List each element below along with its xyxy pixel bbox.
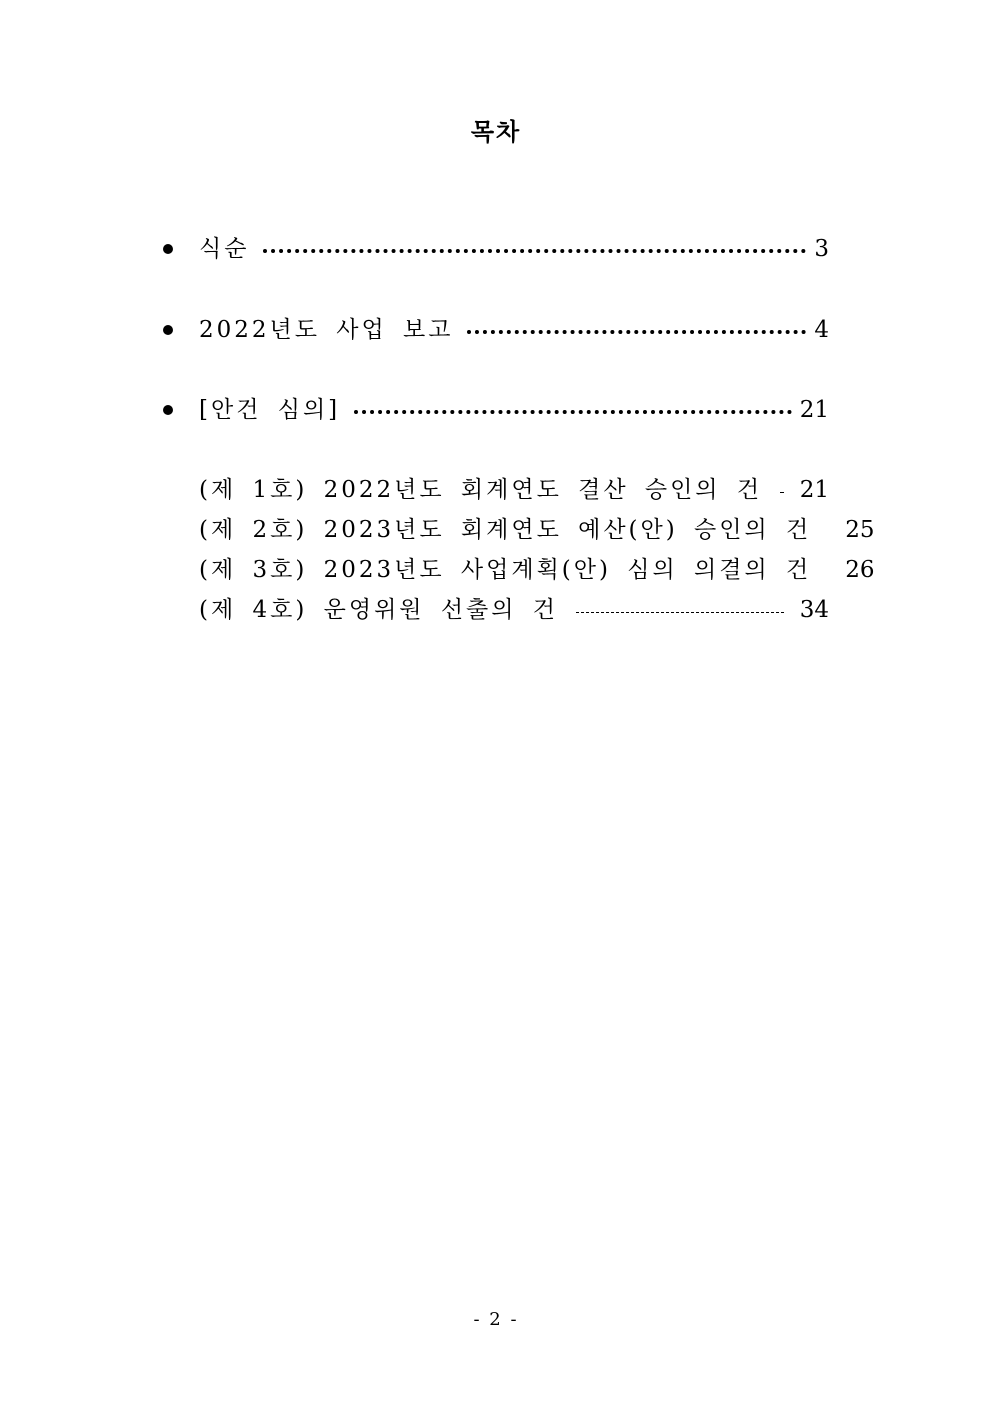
toc-entry-label: [안건 심의] [199, 397, 341, 423]
toc-sub-entry-page: 21 [799, 477, 829, 503]
toc-entry[interactable] [199, 315, 829, 345]
toc-sub-entry-label: (제 4호) 운영위원 선출의 건 [199, 597, 559, 623]
toc-entry-page: 21 [799, 397, 829, 423]
dot-leader [354, 410, 792, 414]
bullet-icon [163, 405, 173, 415]
toc-entry[interactable] [199, 395, 829, 425]
toc-sub-entry-page: 26 [845, 557, 875, 583]
toc-entry-label: 식순 [199, 236, 250, 262]
toc-entry[interactable] [199, 234, 829, 264]
toc-entry-label: 2022년도 사업 보고 [199, 317, 454, 343]
toc-sub-entry-label: (제 2호) 2023년도 회계연도 예산(안) 승인의 건 [199, 517, 812, 543]
toc-sub-entry-page: 34 [799, 597, 829, 623]
dot-leader [263, 249, 806, 253]
page-number-footer: - 2 - [473, 1309, 519, 1330]
toc-entry-page: 4 [814, 317, 829, 343]
toc-sub-entry-label: (제 3호) 2023년도 사업계획(안) 심의 의결의 건 [199, 557, 812, 583]
dash-leader [576, 612, 784, 613]
bullet-icon [163, 325, 173, 335]
dash-leader [780, 492, 784, 493]
toc-sub-entry[interactable] [199, 515, 875, 545]
toc-sub-entry[interactable] [199, 555, 875, 585]
toc-entry-page: 3 [814, 236, 829, 262]
bullet-icon [163, 244, 173, 254]
toc-sub-entry-label: (제 1호) 2022년도 회계연도 결산 승인의 건 [199, 477, 763, 503]
page-title: 목차 [470, 117, 522, 146]
toc-sub-entry[interactable] [199, 475, 829, 505]
toc-sub-entry[interactable] [199, 595, 829, 625]
toc-sub-entry-page: 25 [845, 517, 875, 543]
dot-leader [467, 330, 806, 334]
